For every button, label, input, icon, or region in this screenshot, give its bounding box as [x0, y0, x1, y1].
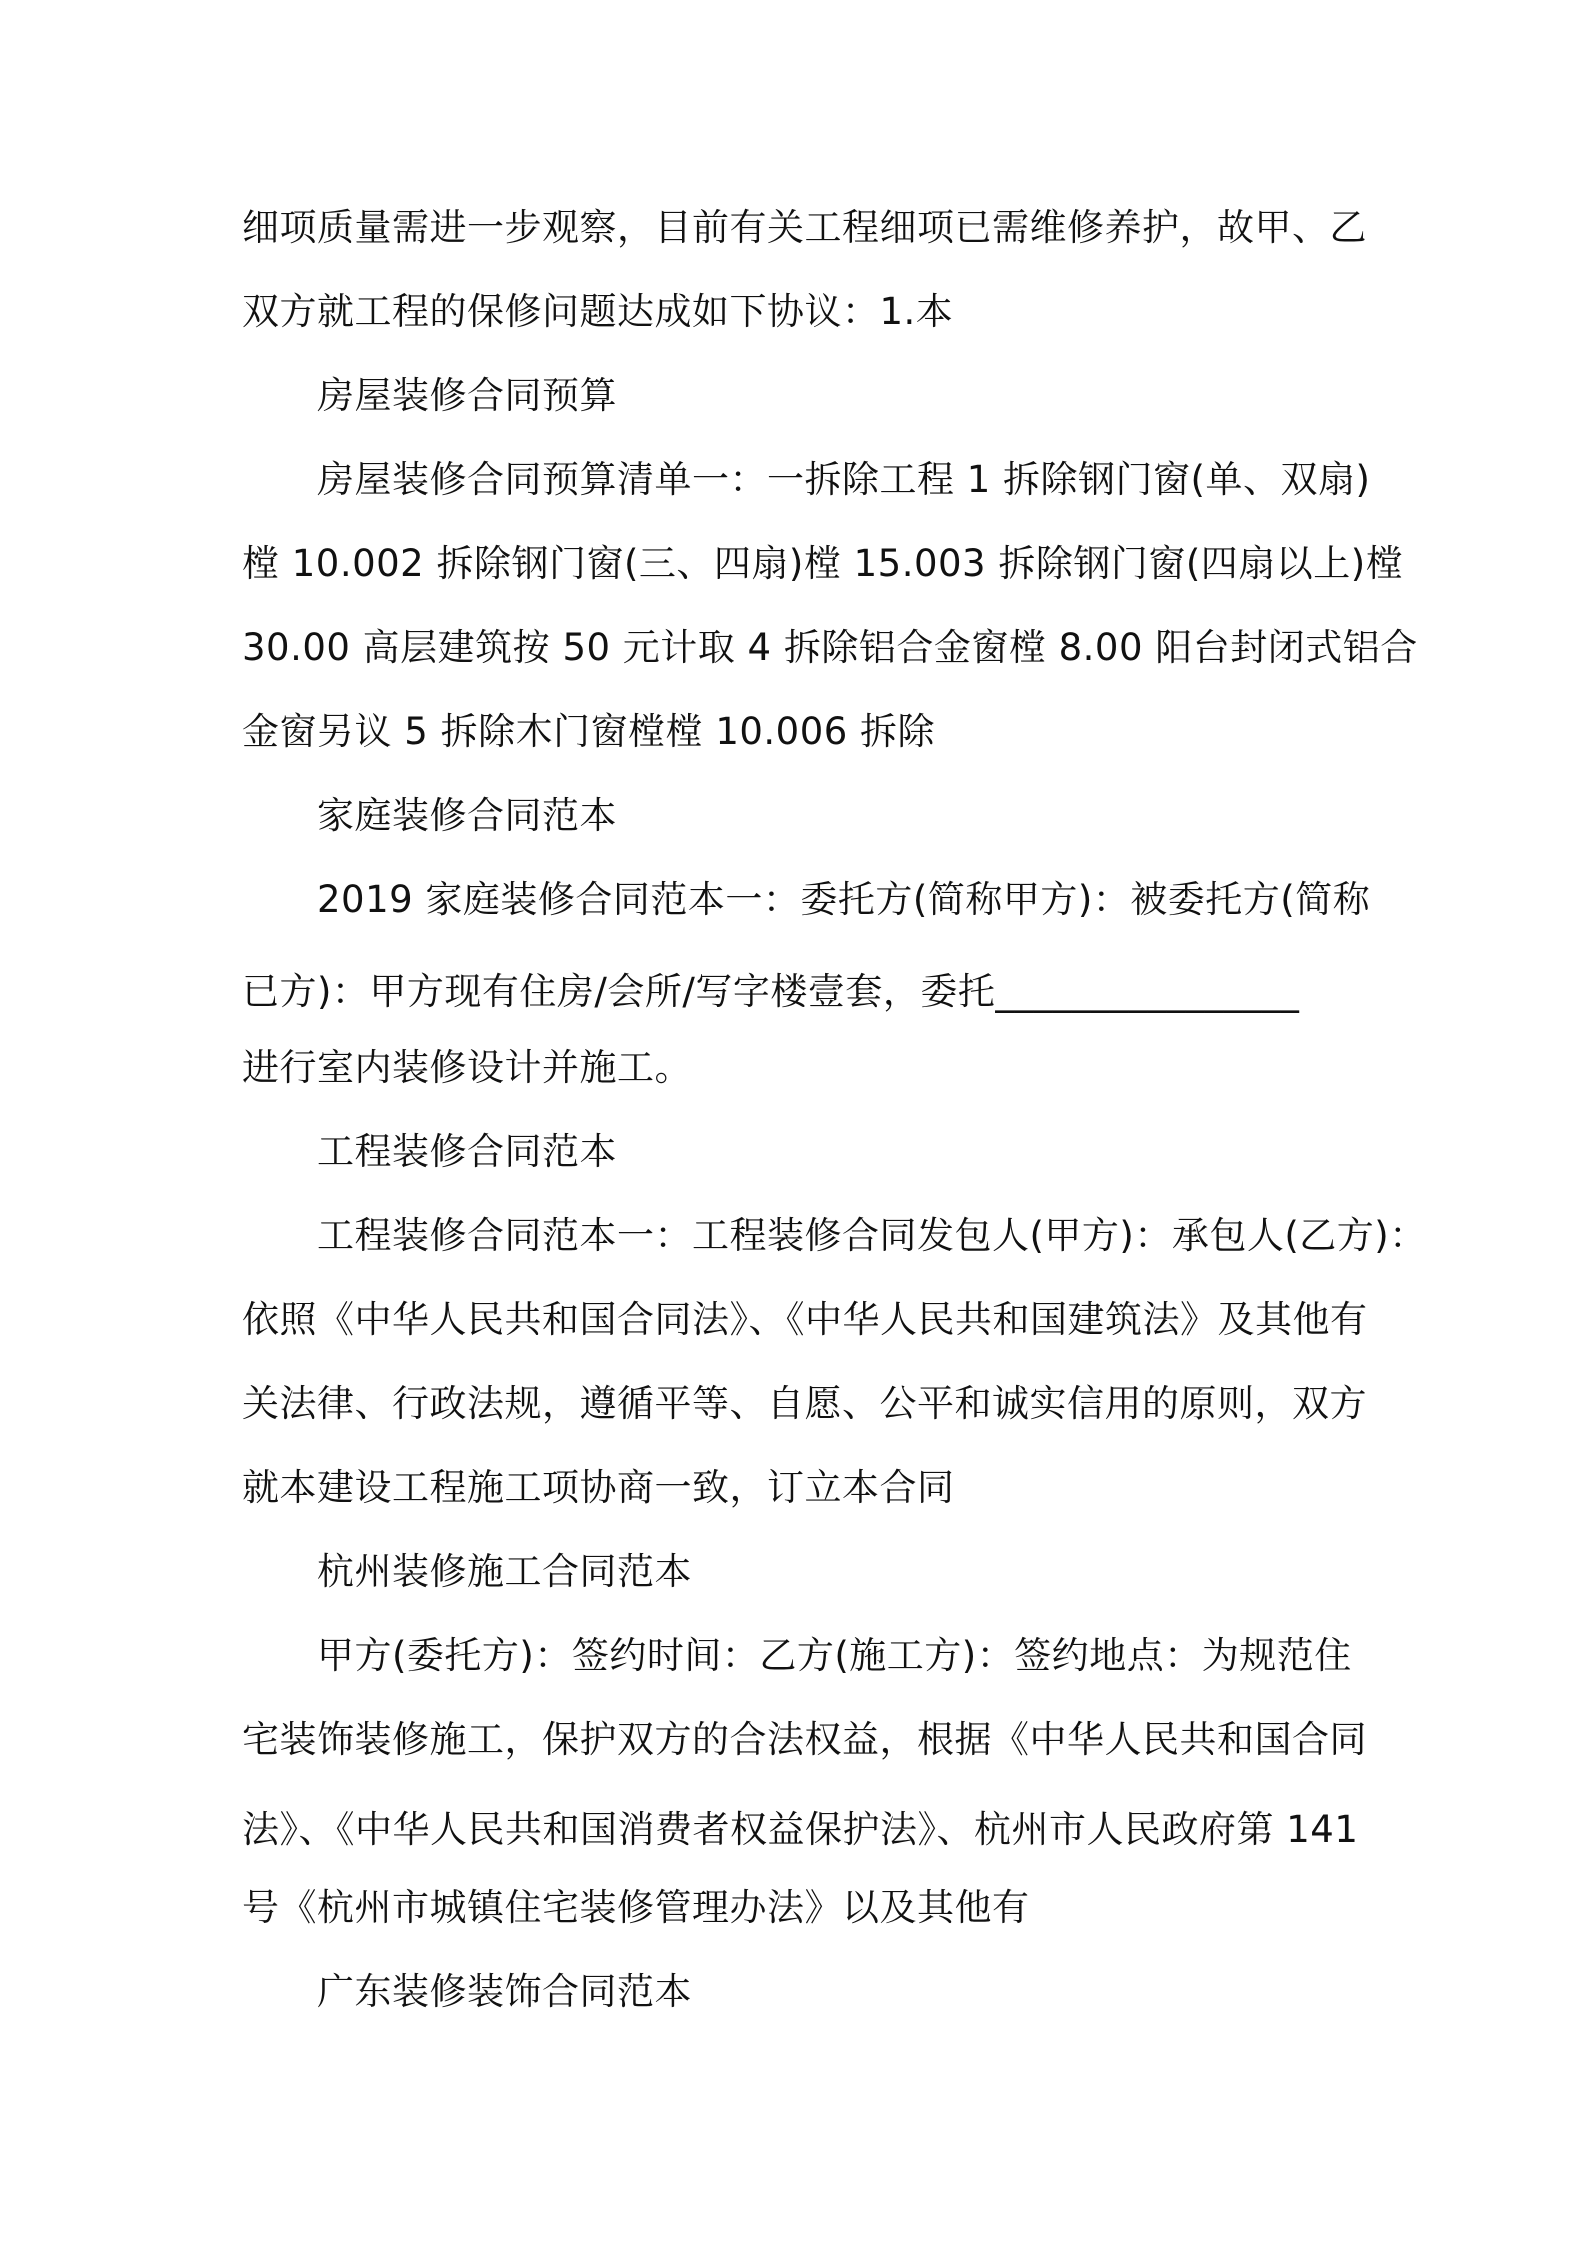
paragraph-line: 金窗另议 5 拆除木门窗樘樘 10.006 拆除 [242, 710, 936, 753]
paragraph-line: 进行室内装修设计并施工。 [242, 1046, 692, 1089]
section-heading-engineering: 工程装修合同范本 [317, 1130, 617, 1173]
paragraph-line: 依照《中华人民共和国合同法》、《中华人民共和国建筑法》及其他有 [242, 1298, 1368, 1341]
paragraph-line: 樘 10.002 拆除钢门窗(三、四扇)樘 15.003 拆除钢门窗(四扇以上)樘 [242, 542, 1404, 585]
section-heading-budget: 房屋装修合同预算 [317, 374, 617, 417]
paragraph-line: 房屋装修合同预算清单一：一拆除工程 1 拆除钢门窗(单、双扇) [317, 458, 1371, 501]
section-heading-hangzhou: 杭州装修施工合同范本 [317, 1550, 692, 1593]
paragraph-line: 双方就工程的保修问题达成如下协议：1.本 [242, 290, 954, 333]
paragraph-line: 宅装饰装修施工，保护双方的合法权益，根据《中华人民共和国合同 [242, 1718, 1367, 1761]
paragraph-line: 甲方(委托方)：签约时间：乙方(施工方)：签约地点：为规范住 [317, 1634, 1352, 1677]
paragraph-line: 2019 家庭装修合同范本一：委托方(简称甲方)：被委托方(简称 [317, 878, 1371, 921]
paragraph-line: 工程装修合同范本一：工程装修合同发包人(甲方)：承包人(乙方)： [317, 1214, 1427, 1257]
paragraph-line: 号《杭州市城镇住宅装修管理办法》以及其他有 [242, 1886, 1030, 1929]
section-heading-family: 家庭装修合同范本 [317, 794, 617, 837]
paragraph-line: 已方)：甲方现有住房/会所/写字楼壹套，委托________________ [242, 970, 1300, 1013]
paragraph-line: 30.00 高层建筑按 50 元计取 4 拆除铝合金窗樘 8.00 阳台封闭式铝合 [242, 626, 1418, 669]
paragraph-line: 关法律、行政法规，遵循平等、自愿、公平和诚实信用的原则，双方 [242, 1382, 1367, 1425]
paragraph-line: 就本建设工程施工项协商一致，订立本合同 [242, 1466, 955, 1509]
section-heading-guangdong: 广东装修装饰合同范本 [317, 1970, 692, 2013]
paragraph-line: 细项质量需进一步观察，目前有关工程细项已需维修养护，故甲、乙 [242, 206, 1367, 249]
paragraph-line: 法》、《中华人民共和国消费者权益保护法》、杭州市人民政府第 141 [242, 1808, 1359, 1851]
